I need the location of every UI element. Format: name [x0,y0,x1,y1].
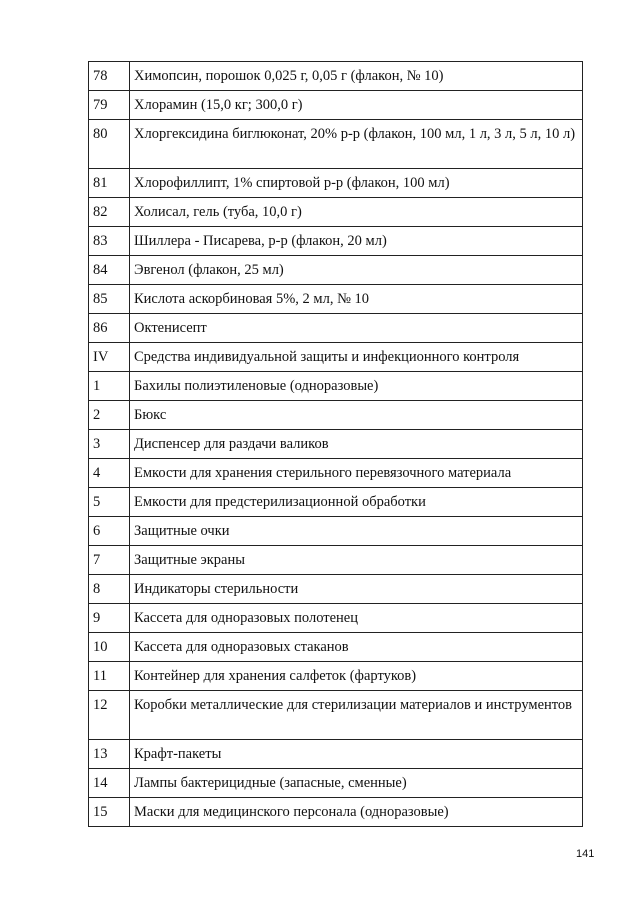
row-item: Защитные экраны [130,546,583,575]
row-item: Кислота аскорбиновая 5%, 2 мл, № 10 [130,285,583,314]
row-number: 82 [89,198,130,227]
row-number: 2 [89,401,130,430]
row-item: Холисал, гель (туба, 10,0 г) [130,198,583,227]
row-number: 15 [89,798,130,827]
row-item: Диспенсер для раздачи валиков [130,430,583,459]
row-item: Кассета для одноразовых полотенец [130,604,583,633]
table-row [89,662,583,691]
table-row [89,546,583,575]
row-number: 83 [89,227,130,256]
table-row [89,691,583,740]
table-row [89,633,583,662]
row-number: 78 [89,62,130,91]
row-number: 86 [89,314,130,343]
table-row [89,740,583,769]
row-number: 9 [89,604,130,633]
row-item: Эвгенол (флакон, 25 мл) [130,256,583,285]
row-number: 14 [89,769,130,798]
row-number: 80 [89,120,130,169]
table-row [89,169,583,198]
row-number: 8 [89,575,130,604]
row-number: 10 [89,633,130,662]
row-item: Хлорамин (15,0 кг; 300,0 г) [130,91,583,120]
table-row [89,256,583,285]
table-row [89,430,583,459]
table-row [89,575,583,604]
row-number: 81 [89,169,130,198]
section-title: Средства индивидуальной защиты и инфекционного контроля [130,343,583,372]
row-item: Бюкс [130,401,583,430]
table-row-section-header [89,343,583,372]
row-item: Крафт-пакеты [130,740,583,769]
table-row [89,769,583,798]
row-item: Кассета для одноразовых стаканов [130,633,583,662]
row-item: Маски для медицинского персонала (одноразовые) [130,798,583,827]
table-row [89,604,583,633]
row-number: 5 [89,488,130,517]
row-item: Бахилы полиэтиленовые (одноразовые) [130,372,583,401]
row-item: Индикаторы стерильности [130,575,583,604]
row-item: Коробки металлические для стерилизации материалов и инструментов [130,691,583,740]
row-item: Октенисепт [130,314,583,343]
table-row [89,314,583,343]
row-number: 85 [89,285,130,314]
table-row [89,227,583,256]
row-number: 4 [89,459,130,488]
row-number: 3 [89,430,130,459]
row-number: 6 [89,517,130,546]
supplies-table [88,61,583,827]
row-number: 11 [89,662,130,691]
table-row [89,120,583,169]
row-item: Емкости для предстерилизационной обработки [130,488,583,517]
row-number: 7 [89,546,130,575]
table-row [89,62,583,91]
table-row [89,459,583,488]
section-number: IV [89,343,130,372]
row-item: Лампы бактерицидные (запасные, сменные) [130,769,583,798]
row-number: 12 [89,691,130,740]
table-row [89,798,583,827]
row-item: Емкости для хранения стерильного перевязочного материала [130,459,583,488]
row-item: Контейнер для хранения салфеток (фартуков) [130,662,583,691]
table-row [89,198,583,227]
table-row [89,517,583,546]
row-item: Хлорофиллипт, 1% спиртовой р-р (флакон, 100 мл) [130,169,583,198]
table-row [89,91,583,120]
row-number: 84 [89,256,130,285]
table-row [89,488,583,517]
row-item: Защитные очки [130,517,583,546]
table-row [89,285,583,314]
table-row [89,372,583,401]
row-item: Шиллера - Писарева, р-р (флакон, 20 мл) [130,227,583,256]
row-number: 13 [89,740,130,769]
page-number: 141 [576,848,595,860]
row-number: 1 [89,372,130,401]
table-row [89,401,583,430]
row-number: 79 [89,91,130,120]
row-item: Химопсин, порошок 0,025 г, 0,05 г (флакон, № 10) [130,62,583,91]
row-item: Хлоргексидина биглюконат, 20% р-р (флакон, 100 мл, 1 л, 3 л, 5 л, 10 л) [130,120,583,169]
